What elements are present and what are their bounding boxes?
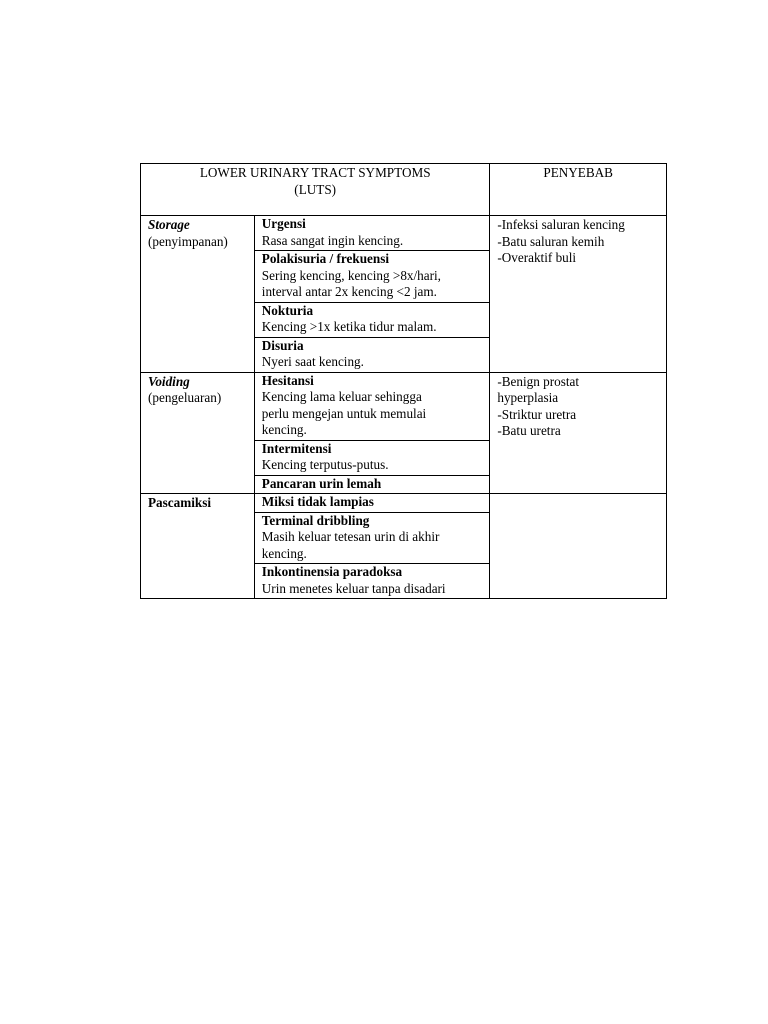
cause-item: hyperplasia bbox=[497, 390, 559, 405]
cause-header: PENYEBAB bbox=[543, 165, 613, 180]
symptom-cell bbox=[254, 337, 490, 372]
category-name: Pascamiksi bbox=[148, 495, 212, 510]
symptom-cell bbox=[254, 475, 490, 494]
table-row bbox=[141, 494, 667, 513]
symptom-desc: Urin menetes keluar tanpa disadari bbox=[261, 580, 446, 596]
symptom-desc: Rasa sangat ingin kencing. bbox=[261, 232, 404, 248]
symptom-title: Disuria bbox=[261, 337, 304, 353]
cause-header-cell bbox=[490, 164, 667, 216]
symptom-title: Nokturia bbox=[261, 302, 314, 318]
symptoms-header-line2: (LUTS) bbox=[294, 181, 337, 197]
symptom-desc: perlu mengejan untuk memulai bbox=[261, 405, 427, 421]
symptom-title: Intermitensi bbox=[261, 440, 332, 456]
symptom-desc: Nyeri saat kencing. bbox=[261, 354, 364, 369]
symptom-cell bbox=[254, 372, 490, 440]
category-sub: (penyimpanan) bbox=[148, 233, 228, 249]
cause-item: -Batu uretra bbox=[497, 423, 561, 438]
symptom-title: Hesitansi bbox=[261, 372, 314, 388]
symptom-cell bbox=[254, 251, 490, 303]
symptom-title: Pancaran urin lemah bbox=[261, 475, 382, 491]
symptom-desc: kencing. bbox=[261, 545, 307, 561]
symptom-desc: Kencing lama keluar sehingga bbox=[261, 389, 422, 404]
symptom-cell bbox=[254, 512, 490, 564]
table-row bbox=[141, 372, 667, 440]
symptom-title: Terminal dribbling bbox=[261, 512, 370, 528]
symptoms-header-line1: LOWER URINARY TRACT SYMPTOMS bbox=[199, 165, 431, 180]
category-sub: (pengeluaran) bbox=[148, 390, 222, 405]
cause-item: -Benign prostat bbox=[497, 373, 580, 389]
luts-table bbox=[140, 163, 667, 599]
symptom-desc: Kencing >1x ketika tidur malam. bbox=[261, 319, 437, 334]
category-name: Storage bbox=[148, 217, 190, 232]
symptoms-header-cell bbox=[141, 164, 490, 216]
symptom-cell bbox=[254, 216, 490, 251]
symptom-title: Polakisuria / frekuensi bbox=[261, 251, 390, 266]
symptom-desc: Sering kencing, kencing >8x/hari, bbox=[261, 267, 441, 283]
symptom-desc: interval antar 2x kencing <2 jam. bbox=[261, 284, 437, 299]
symptom-desc: kencing. bbox=[261, 422, 307, 437]
table-header-row bbox=[141, 164, 667, 216]
symptom-desc: Masih keluar tetesan urin di akhir bbox=[261, 529, 440, 544]
symptom-cell bbox=[254, 494, 490, 513]
cause-item: -Infeksi saluran kencing bbox=[497, 217, 625, 232]
category-cell-voiding bbox=[141, 372, 255, 494]
category-cell-storage bbox=[141, 216, 255, 373]
symptom-cell bbox=[254, 302, 490, 337]
table-row bbox=[141, 216, 667, 251]
symptom-title: Urgensi bbox=[261, 216, 306, 231]
cause-cell-voiding bbox=[490, 372, 667, 494]
symptom-title: Miksi tidak lampias bbox=[261, 494, 374, 509]
cause-cell-storage bbox=[490, 216, 667, 373]
category-cell-pascamiksi bbox=[141, 494, 255, 599]
symptom-cell bbox=[254, 564, 490, 599]
symptom-cell bbox=[254, 440, 490, 475]
cause-item: -Striktur uretra bbox=[497, 406, 577, 422]
cause-cell-pascamiksi bbox=[490, 494, 667, 599]
symptom-title: Inkontinensia paradoksa bbox=[261, 564, 403, 579]
cause-item: -Overaktif buli bbox=[497, 250, 577, 265]
cause-item: -Batu saluran kemih bbox=[497, 233, 605, 249]
category-name: Voiding bbox=[148, 373, 190, 389]
symptom-desc: Kencing terputus-putus. bbox=[261, 457, 389, 472]
